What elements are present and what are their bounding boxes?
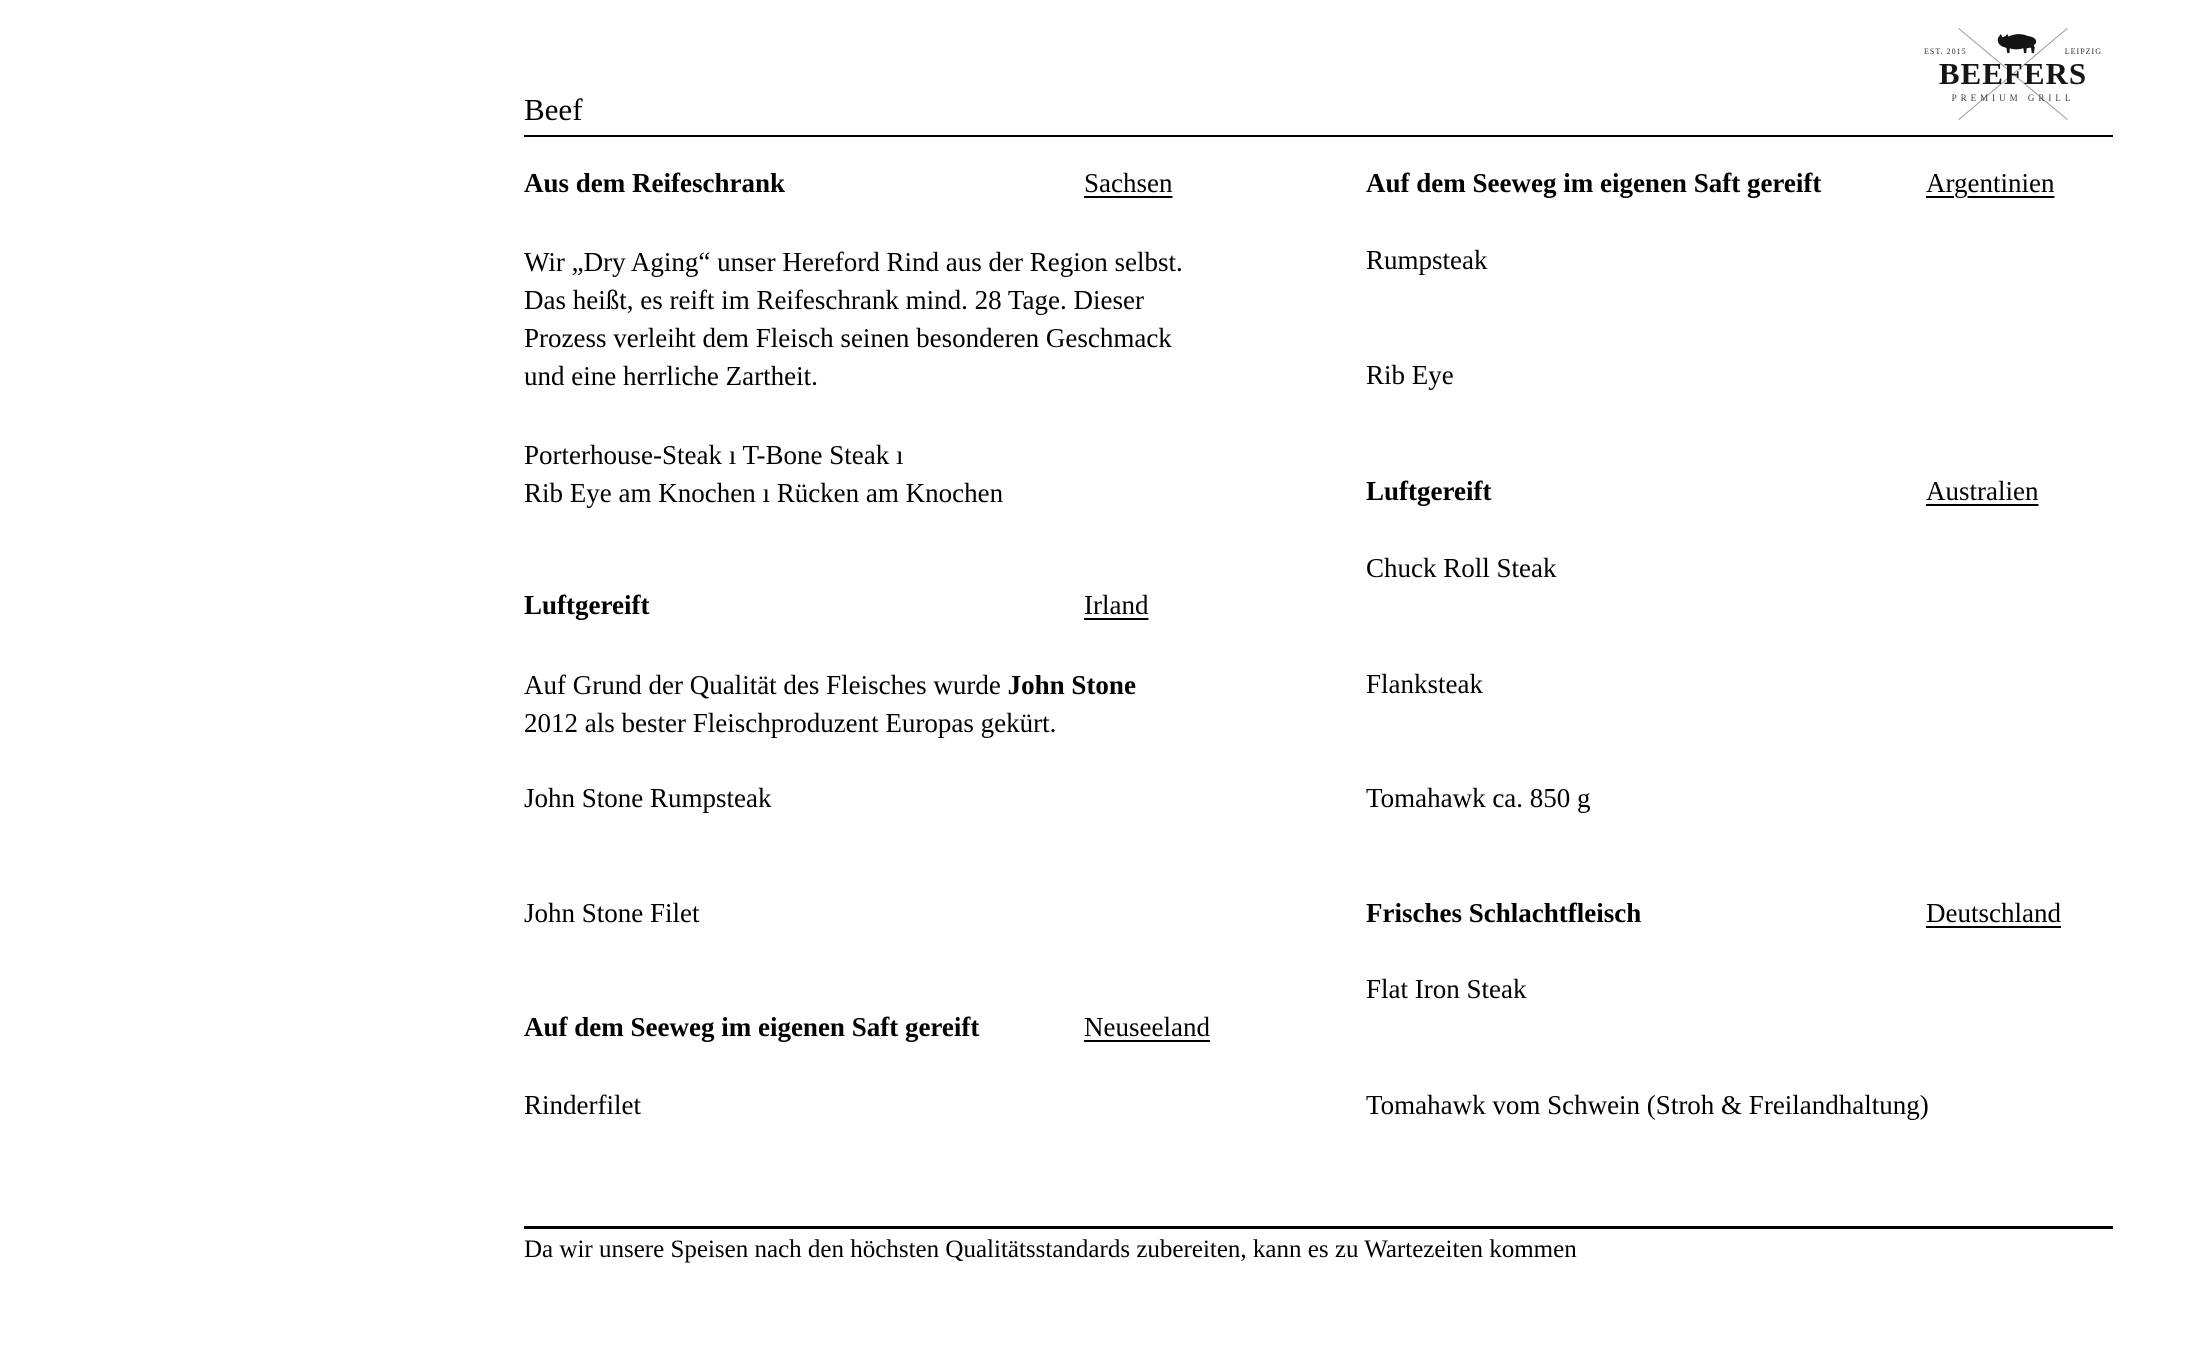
section-heading: Luftgereift <box>1366 476 1492 506</box>
menu-item-label: Flanksteak <box>1366 669 1483 699</box>
menu-item-label: Rumpsteak <box>1366 245 1488 275</box>
section-heading: Aus dem Reifeschrank <box>524 168 785 198</box>
menu-item <box>524 781 772 815</box>
section-heading: Auf dem Seeweg im eigenen Saft gereift <box>524 1012 980 1042</box>
section-heading: Frisches Schlachtfleisch <box>1366 898 1642 928</box>
menu-item <box>1366 551 1557 585</box>
menu-item <box>1366 358 1454 392</box>
logo-wordmark: BEEFERS <box>1938 56 2088 91</box>
section-heading-row <box>524 166 1173 200</box>
menu-item <box>1366 972 1526 1006</box>
menu-item-label: Tomahawk ca. 850 g <box>1366 783 1591 813</box>
intro-line: Wir „Dry Aging“ unser Hereford Rind aus der Region selbst. <box>524 247 1183 277</box>
right-column <box>1366 0 2146 1347</box>
footer-rule <box>524 1226 2113 1264</box>
origin-label: Deutschland <box>1926 898 2061 928</box>
section-heading-row <box>1366 474 2039 508</box>
intro-line: Das heißt, es reift im Reifeschrank mind. 28 Tage. Dieser <box>524 285 1144 315</box>
menu-item <box>1366 781 1591 815</box>
menu-item-label: Rinderfilet <box>524 1090 641 1120</box>
menu-item <box>1366 667 1483 701</box>
section-heading-row <box>524 1010 1210 1044</box>
origin-label: Australien <box>1926 476 2039 506</box>
intro-line <box>524 666 1136 704</box>
section-intro <box>524 666 1136 742</box>
intro-text: Auf Grund der Qualität des Fleisches wurde <box>524 670 1008 700</box>
menu-item-label: Flat Iron Steak <box>1366 974 1527 1004</box>
section-intro <box>524 243 1183 395</box>
section-heading: Luftgereift <box>524 590 650 620</box>
menu-item-label: Rib Eye <box>1366 360 1454 390</box>
menu-item <box>524 1088 641 1122</box>
menu-item-label: John Stone Filet <box>524 898 700 928</box>
menu-item-group <box>524 436 1003 512</box>
origin-label: Irland <box>1084 590 1149 620</box>
intro-text-bold: John Stone <box>1007 670 1136 700</box>
footer-note: Da wir unsere Speisen nach den höchsten Qualitätsstandards zubereiten, kann es zu Wartezeiten kommen <box>524 1236 1577 1263</box>
menu-item <box>1366 1088 1929 1122</box>
menu-item-line: Porterhouse-Steak ı T-Bone Steak ı <box>524 440 904 470</box>
origin-label: Argentinien <box>1926 168 2055 198</box>
logo-est-label: EST. 2015 <box>1924 47 1967 56</box>
section-heading: Auf dem Seeweg im eigenen Saft gereift <box>1366 168 1822 198</box>
menu-item-label: John Stone Rumpsteak <box>524 783 772 813</box>
left-column <box>524 0 1284 1347</box>
origin-label: Sachsen <box>1084 168 1173 198</box>
intro-line: 2012 als bester Fleischproduzent Europas gekürt. <box>524 708 1057 738</box>
menu-item-label: Tomahawk vom Schwein (Stroh & Freilandhaltung) <box>1366 1090 1929 1120</box>
section-heading-row <box>1366 166 2055 200</box>
intro-line: Prozess verleiht dem Fleisch seinen besonderen Geschmack <box>524 323 1172 353</box>
origin-label: Neuseeland <box>1084 1012 1210 1042</box>
menu-item-line: Rib Eye am Knochen ı Rücken am Knochen <box>524 478 1004 508</box>
logo-city-label: LEIPZIG <box>2064 47 2102 56</box>
section-heading-row <box>524 588 1149 622</box>
menu-item-label: Chuck Roll Steak <box>1366 553 1557 583</box>
menu-item <box>1366 243 1488 277</box>
intro-line: und eine herrliche Zartheit. <box>524 361 818 391</box>
page-title: Beef <box>524 92 583 127</box>
logo-subtitle: PREMIUM GRILL <box>1951 93 2075 103</box>
menu-item <box>524 896 700 930</box>
section-heading-row <box>1366 896 2061 930</box>
